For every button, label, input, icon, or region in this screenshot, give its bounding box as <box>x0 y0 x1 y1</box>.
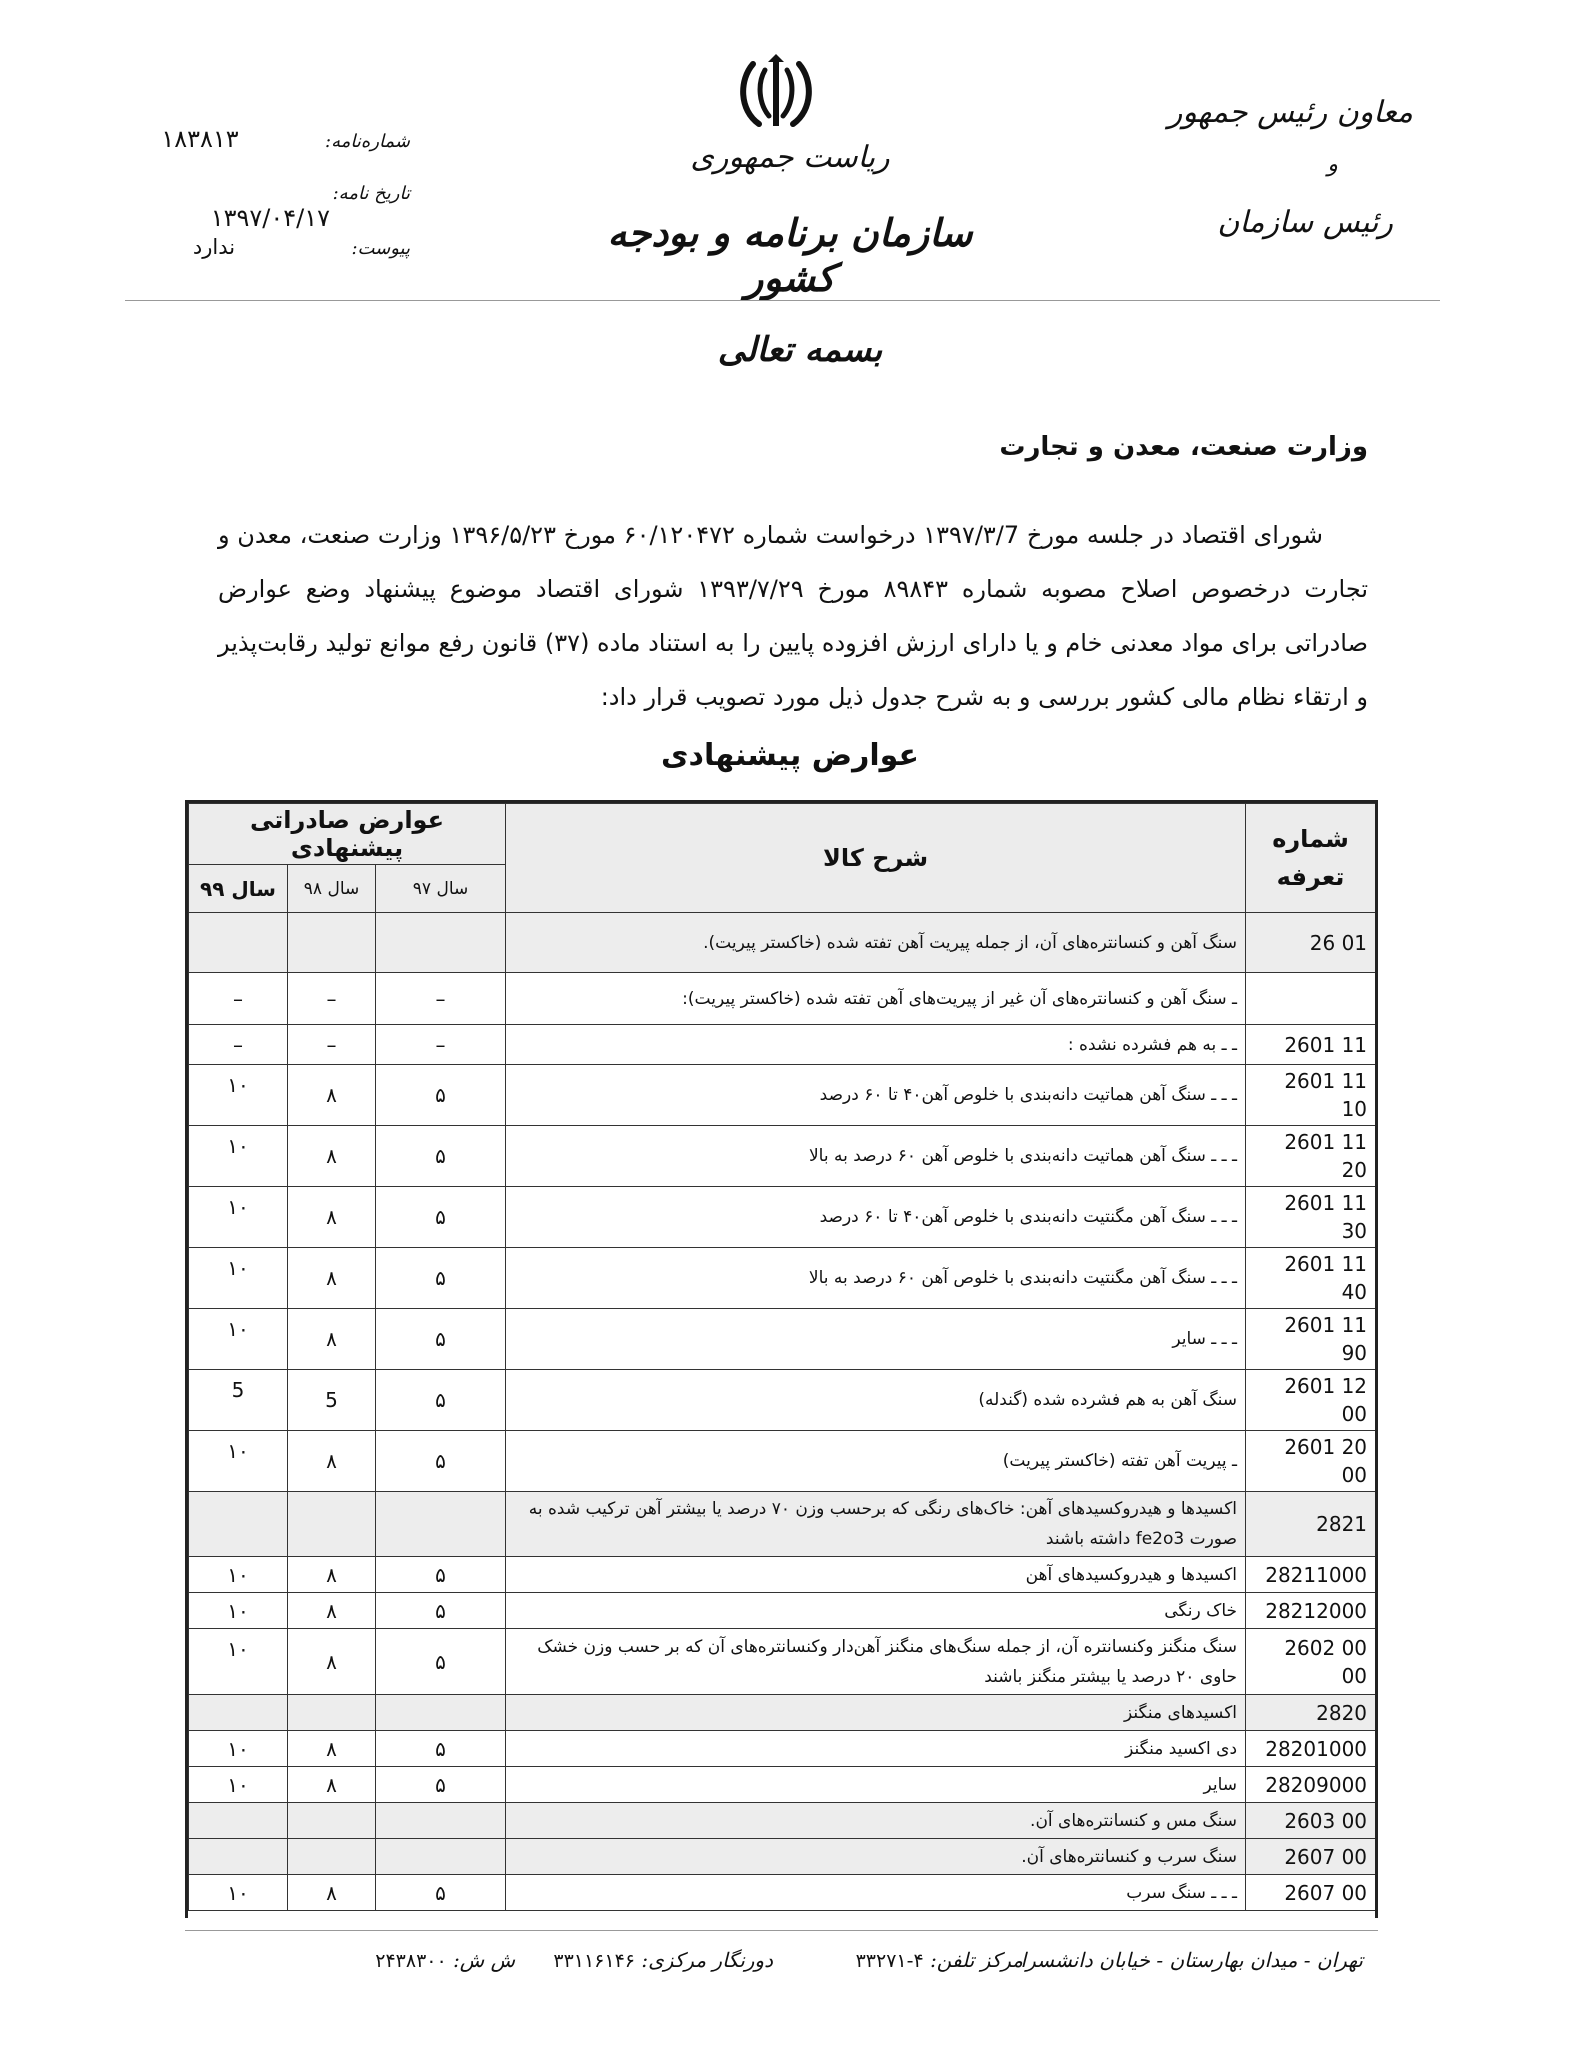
col-duties-header: عوارض صادراتی پیشنهادی <box>189 804 506 865</box>
duty-98-cell: ۸ <box>288 1248 376 1309</box>
duty-97-cell <box>376 1839 506 1875</box>
duty-98-cell: 5 <box>288 1370 376 1431</box>
duty-98-cell: ۸ <box>288 1309 376 1370</box>
letter-date-row <box>150 180 410 232</box>
footer-phone <box>856 1948 1023 1972</box>
tariff-code-cell: 2601 20 00 <box>1246 1431 1376 1492</box>
duty-99-cell: – <box>189 1025 288 1065</box>
duty-97-cell: ۵ <box>376 1875 506 1911</box>
duty-98-cell <box>288 913 376 973</box>
description-cell: سنگ مس و کنسانتره‌های آن. <box>506 1803 1246 1839</box>
description-cell: خاک رنگی <box>506 1593 1246 1629</box>
iran-emblem-logo <box>735 52 817 134</box>
duty-98-cell: ۸ <box>288 1767 376 1803</box>
duty-97-cell <box>376 1695 506 1731</box>
duty-97-cell: – <box>376 973 506 1025</box>
col-year-98: سال ۹۸ <box>288 865 376 913</box>
tariff-code-cell: 28211000 <box>1246 1557 1376 1593</box>
duty-99-cell: ۱۰ <box>189 1875 288 1911</box>
tariff-code-cell: 2601 11 40 <box>1246 1248 1376 1309</box>
duty-98-cell: – <box>288 1025 376 1065</box>
table-row <box>189 913 1376 973</box>
description-cell: ـ ـ ـ سنگ آهن هماتیت دانه‌بندی با خلوص آهن۴۰ تا ۶۰ درصد <box>506 1065 1246 1126</box>
footer-divider <box>185 1930 1378 1931</box>
duty-99-cell: ۱۰ <box>189 1767 288 1803</box>
duty-97-cell: ۵ <box>376 1248 506 1309</box>
col-desc-header: شرح کالا <box>506 804 1246 913</box>
tariff-table-frame <box>185 800 1378 1918</box>
description-cell: اکسیدها و هیدروکسیدهای آهن: خاک‌های رنگی که برحسب وزن ۷۰ درصد یا بیشتر آهن ترکیب شده به صورت fe2o3 داشته باشند <box>506 1492 1246 1557</box>
table-row <box>189 1695 1376 1731</box>
letter-date-label: تاریخ نامه: <box>332 183 410 204</box>
tariff-code-cell: 2601 11 <box>1246 1025 1376 1065</box>
duty-98-cell: – <box>288 973 376 1025</box>
description-cell: ـ پیریت آهن تفته (خاکستر پیریت) <box>506 1431 1246 1492</box>
tariff-code-cell: 2602 00 00 <box>1246 1629 1376 1695</box>
table-row <box>189 1593 1376 1629</box>
duty-98-cell <box>288 1492 376 1557</box>
table-row <box>189 1875 1376 1911</box>
tariff-code-cell: 2601 11 10 <box>1246 1065 1376 1126</box>
table-title: عوارض پیشنهادی <box>661 738 919 773</box>
table-row <box>189 1803 1376 1839</box>
duty-97-cell: ۵ <box>376 1629 506 1695</box>
duty-99-cell <box>189 1695 288 1731</box>
letter-number-value: ۱۸۳۸۱۳ <box>161 125 239 153</box>
letter-number-label: شماره‌نامه: <box>325 131 410 152</box>
table-row <box>189 1557 1376 1593</box>
description-cell: ـ ـ ـ سنگ سرب <box>506 1875 1246 1911</box>
description-cell: سنگ سرب و کنسانتره‌های آن. <box>506 1839 1246 1875</box>
table-row <box>189 1839 1376 1875</box>
duty-99-cell: ۱۰ <box>189 1187 288 1248</box>
duty-98-cell: ۸ <box>288 1126 376 1187</box>
table-row <box>189 1025 1376 1065</box>
tariff-code-cell: 28201000 <box>1246 1731 1376 1767</box>
description-cell: سایر <box>506 1767 1246 1803</box>
duty-99-cell: ۱۰ <box>189 1557 288 1593</box>
tariff-table-body <box>189 913 1376 1911</box>
id-value: ۲۴۳۸۳۰۰ <box>375 1950 447 1972</box>
header-divider <box>125 300 1440 301</box>
duty-99-cell: ۱۰ <box>189 1731 288 1767</box>
table-row <box>189 1731 1376 1767</box>
duty-99-cell: ۱۰ <box>189 1629 288 1695</box>
description-cell: ـ ـ به هم فشرده نشده : <box>506 1025 1246 1065</box>
description-cell: دی اکسید منگنز <box>506 1731 1246 1767</box>
id-label: ش ش: <box>453 1948 515 1972</box>
duty-99-cell: ۱۰ <box>189 1309 288 1370</box>
duty-98-cell: ۸ <box>288 1431 376 1492</box>
description-cell: اکسیدها و هیدروکسیدهای آهن <box>506 1557 1246 1593</box>
duty-97-cell: ۵ <box>376 1370 506 1431</box>
table-row <box>189 1492 1376 1557</box>
duty-99-cell: ۱۰ <box>189 1126 288 1187</box>
duty-98-cell <box>288 1839 376 1875</box>
tariff-code-cell: 2821 <box>1246 1492 1376 1557</box>
fax-label: دورنگار مرکزی: <box>641 1948 773 1972</box>
footer-address: تهران - میدان بهارستان - خیابان دانشسرا <box>1020 1948 1363 1972</box>
duty-98-cell: ۸ <box>288 1731 376 1767</box>
col-year-97: سال ۹۷ <box>376 865 506 913</box>
tariff-code-cell: 2601 11 30 <box>1246 1187 1376 1248</box>
table-row <box>189 1370 1376 1431</box>
phone-label: مرکز تلفن: <box>930 1948 1023 1972</box>
duty-99-cell: 5 <box>189 1370 288 1431</box>
duty-97-cell: ۵ <box>376 1065 506 1126</box>
fax-value: ۳۳۱۱۶۱۴۶ <box>553 1950 635 1972</box>
duty-99-cell: ۱۰ <box>189 1065 288 1126</box>
description-cell: ـ ـ ـ سنگ آهن هماتیت دانه‌بندی با خلوص آهن ۶۰ درصد به بالا <box>506 1126 1246 1187</box>
tariff-code-cell <box>1246 973 1376 1025</box>
addressee: وزارت صنعت، معدن و تجارت <box>999 432 1368 462</box>
duty-98-cell: ۸ <box>288 1593 376 1629</box>
table-row <box>189 1629 1376 1695</box>
description-cell: ـ ـ ـ سایر <box>506 1309 1246 1370</box>
tariff-code-cell: 2603 00 <box>1246 1803 1376 1839</box>
duty-97-cell: ۵ <box>376 1187 506 1248</box>
attachment-row <box>150 235 410 259</box>
duty-99-cell <box>189 1803 288 1839</box>
col-year-99: سال ۹۹ <box>189 865 288 913</box>
tariff-code-cell: 2601 12 00 <box>1246 1370 1376 1431</box>
duty-99-cell <box>189 913 288 973</box>
tariff-code-cell: 2820 <box>1246 1695 1376 1731</box>
description-cell: ـ سنگ آهن و کنسانتره‌های آن غیر از پیریت‌های آهن تفته شده (خاکستر پیریت): <box>506 973 1246 1025</box>
letter-date-value: ۱۳۹۷/۰۴/۱۷ <box>210 204 330 232</box>
duty-97-cell <box>376 913 506 973</box>
duty-98-cell: ۸ <box>288 1557 376 1593</box>
table-row <box>189 1248 1376 1309</box>
duty-98-cell: ۸ <box>288 1629 376 1695</box>
footer-id <box>375 1948 515 1972</box>
tariff-code-cell: 2601 11 20 <box>1246 1126 1376 1187</box>
footer-fax <box>553 1948 773 1972</box>
org-presidency: ریاست جمهوری <box>690 140 890 175</box>
table-row <box>189 973 1376 1025</box>
duty-97-cell <box>376 1492 506 1557</box>
duty-98-cell: ۸ <box>288 1875 376 1911</box>
description-cell: سنگ منگنز وکنسانتره آن، از جمله سنگ‌های منگنز آهن‌دار وکنسانتره‌های آن که بر حسب وزن خشک حاوی ۲۰ درصد یا بیشتر منگنز باشند <box>506 1629 1246 1695</box>
duty-98-cell <box>288 1803 376 1839</box>
tariff-table <box>188 803 1376 1911</box>
vp-title-line3: رئیس سازمان <box>1217 205 1393 240</box>
duty-97-cell: ۵ <box>376 1731 506 1767</box>
duty-97-cell: – <box>376 1025 506 1065</box>
attachment-label: پیوست: <box>351 238 410 259</box>
duty-97-cell <box>376 1803 506 1839</box>
vp-title-line2: و <box>1327 152 1338 177</box>
tariff-code-cell: 2607 00 <box>1246 1839 1376 1875</box>
duty-98-cell: ۸ <box>288 1187 376 1248</box>
letter-number-row <box>150 125 410 153</box>
invocation: بسمه تعالی <box>717 330 883 370</box>
description-cell: اکسیدهای منگنز <box>506 1695 1246 1731</box>
tariff-code-cell: 2601 11 90 <box>1246 1309 1376 1370</box>
duty-99-cell: ۱۰ <box>189 1593 288 1629</box>
duty-97-cell: ۵ <box>376 1126 506 1187</box>
vp-title-line1: معاون رئیس جمهور <box>1167 95 1413 130</box>
table-row <box>189 1767 1376 1803</box>
duty-98-cell <box>288 1695 376 1731</box>
col-tariff-header: شماره تعرفه <box>1246 804 1376 913</box>
duty-98-cell: ۸ <box>288 1065 376 1126</box>
duty-99-cell: ۱۰ <box>189 1431 288 1492</box>
table-row <box>189 1126 1376 1187</box>
description-cell: ـ ـ ـ سنگ آهن مگنتیت دانه‌بندی با خلوص آهن۴۰ تا ۶۰ درصد <box>506 1187 1246 1248</box>
duty-97-cell: ۵ <box>376 1593 506 1629</box>
attachment-value: ندارد <box>192 235 236 259</box>
tariff-code-cell: 2607 00 <box>1246 1875 1376 1911</box>
description-cell: سنگ آهن و کنسانتره‌های آن، از جمله پیریت آهن تفته شده (خاکستر پیریت). <box>506 913 1246 973</box>
table-row <box>189 1309 1376 1370</box>
duty-97-cell: ۵ <box>376 1557 506 1593</box>
letter-body: شورای اقتصاد در جلسه مورخ ۱۳۹۷/۳/7 درخواست شماره ۶۰/۱۲۰۴۷۲ مورخ ۱۳۹۶/۵/۲۳ وزارت صنعت، معدن و تجارت درخصوص اصلاح مصوبه شماره ۸۹۸۴۳ مورخ ۱۳۹۳/۷/۲۹ شورای اقتصاد موضوع پیشنهاد وضع عوارض صادراتی برای مواد معدنی خام و یا دارای ارزش افزوده پایین را به استناد ماده (۳۷) قانون رفع موانع تولید رقابت‌پذیر و ارتقاء نظام مالی کشور بررسی و به شرح جدول ذیل مورد تصویب قرار داد: <box>218 521 1368 711</box>
duty-97-cell: ۵ <box>376 1309 506 1370</box>
duty-99-cell <box>189 1839 288 1875</box>
duty-97-cell: ۵ <box>376 1431 506 1492</box>
duty-97-cell: ۵ <box>376 1767 506 1803</box>
duty-99-cell: – <box>189 973 288 1025</box>
duty-99-cell: ۱۰ <box>189 1248 288 1309</box>
tariff-code-cell: 28209000 <box>1246 1767 1376 1803</box>
tariff-code-cell: 26 01 <box>1246 913 1376 973</box>
description-cell: ـ ـ ـ سنگ آهن مگنتیت دانه‌بندی با خلوص آهن ۶۰ درصد به بالا <box>506 1248 1246 1309</box>
table-row <box>189 1187 1376 1248</box>
phone-value: ۴-۳۳۲۷۱ <box>855 1950 924 1972</box>
tariff-code-cell: 28212000 <box>1246 1593 1376 1629</box>
table-row <box>189 1065 1376 1126</box>
duty-99-cell <box>189 1492 288 1557</box>
description-cell: سنگ آهن به هم فشرده شده (گندله) <box>506 1370 1246 1431</box>
org-name: سازمان برنامه و بودجه کشور <box>607 210 973 300</box>
table-row <box>189 1431 1376 1492</box>
